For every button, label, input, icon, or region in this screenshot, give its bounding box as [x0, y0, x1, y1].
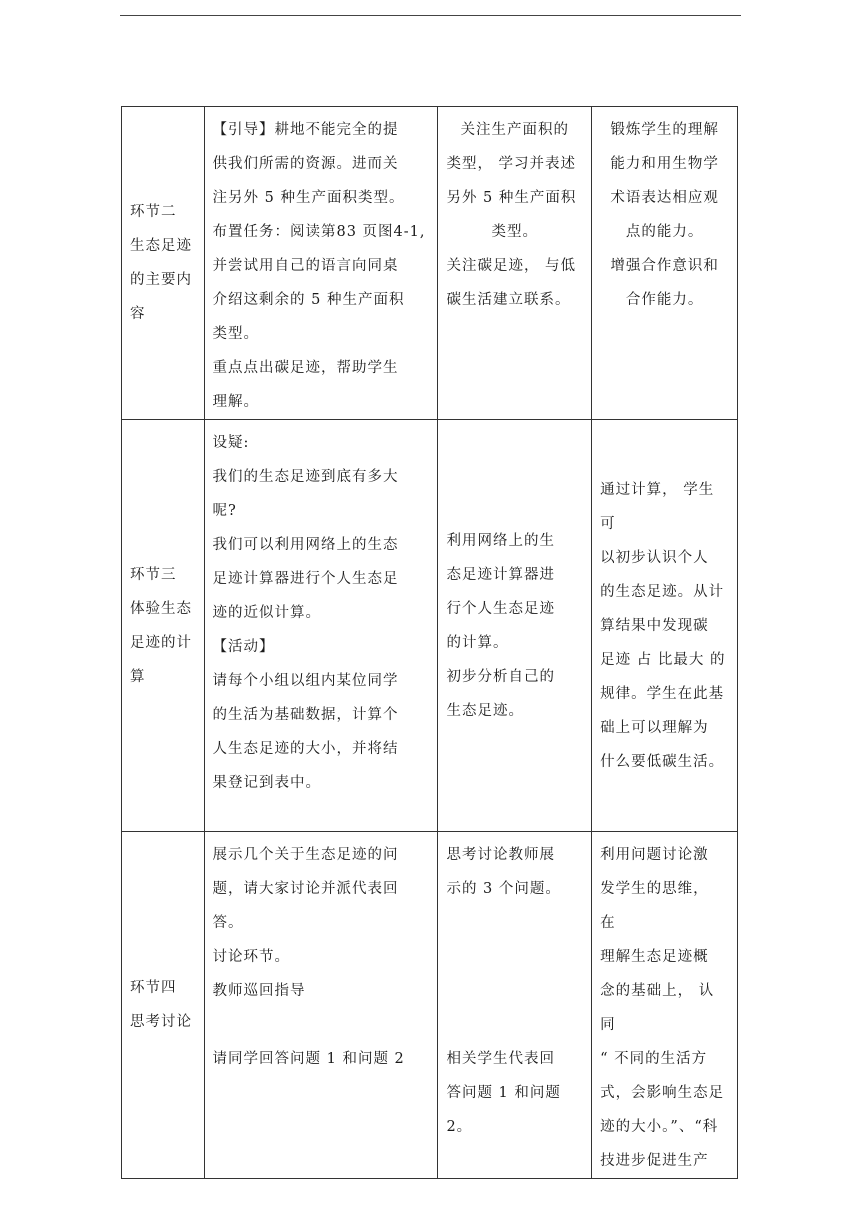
teacher-line: 布置任务：阅读第83 页图4-1, — [212, 224, 426, 240]
table-row — [122, 107, 738, 420]
stage-line: 足迹的计 — [130, 634, 192, 651]
teacher-line: 注另外 5 种生产面积类型。 — [212, 190, 405, 206]
intent-line: 合作能力。 — [625, 292, 704, 308]
design-intent-cell — [592, 832, 738, 1179]
teacher-line: 类型。 — [212, 326, 259, 342]
teacher-activity-cell — [204, 107, 438, 420]
stage-line: 的主要内 — [130, 272, 192, 288]
intent-line: 式，会影响生态足 — [600, 1085, 725, 1101]
student-line: 关注生产面积的 — [460, 122, 570, 138]
student-line — [446, 1008, 583, 1042]
stage-line: 环节二 — [130, 204, 177, 220]
intent-line: 什么要低碳生活。 — [600, 753, 725, 770]
stage-line: 算 — [130, 668, 146, 685]
teacher-line: 介绍这剩余的 5 种生产面积 — [212, 292, 405, 308]
header-rule — [120, 15, 741, 16]
student-line: 态足迹计算器进 — [446, 566, 555, 583]
intent-line: 点的能力。 — [625, 224, 704, 240]
stage-cell — [122, 107, 205, 420]
teacher-line — [213, 1008, 430, 1042]
student-line: 答问题 1 和问题2。 — [446, 1085, 561, 1135]
stage-line: 思考讨论 — [130, 1014, 192, 1030]
student-activity-cell — [438, 420, 592, 832]
teacher-line: 展示几个关于生态足迹的问 — [212, 847, 399, 863]
intent-line: 迹的大小。”、“科 — [600, 1119, 719, 1135]
student-line: 行个人生态足迹 — [446, 600, 555, 617]
stage-line: 环节四 — [130, 980, 177, 996]
intent-line: 增强合作意识和 — [610, 258, 719, 274]
teacher-activity-cell — [204, 420, 438, 832]
design-intent-cell — [592, 107, 738, 420]
teacher-line: 请同学回答问题 1 和问题 2 — [212, 1051, 405, 1067]
intent-line: “ 不同的生活方 — [600, 1051, 708, 1067]
student-line: 生态足迹。 — [446, 702, 524, 719]
student-line: 类型。 — [491, 224, 539, 240]
student-line: 相关学生代表回 — [446, 1051, 555, 1067]
student-line — [446, 974, 583, 1008]
stage-line: 生态足迹 — [130, 238, 192, 254]
teacher-line: 【活动】 — [212, 639, 275, 655]
teacher-line: 答。 — [212, 915, 244, 931]
intent-line: 足迹 占 比最大 的 — [600, 651, 726, 668]
student-line: 示的 3 个问题。 — [446, 881, 561, 897]
stage-line: 环节三 — [130, 566, 177, 583]
teacher-line: 的生活为基础数据，计算个 — [212, 707, 399, 723]
intent-line: 利用问题讨论激 — [600, 847, 709, 863]
intent-line: 通过计算， 学生可 — [600, 481, 715, 532]
teacher-line: 我们可以利用网络上的生态 — [212, 537, 399, 553]
student-line: 思考讨论教师展 — [446, 847, 555, 863]
intent-line: 的生态足迹。从计 — [600, 583, 725, 600]
teacher-line: 呢? — [212, 503, 237, 519]
stage-line: 容 — [130, 306, 146, 322]
teacher-line: 请每个小组以组内某位同学 — [212, 673, 399, 689]
intent-line: 锻炼学生的理解 — [610, 122, 719, 138]
intent-line: 术语表达相应观 — [610, 190, 719, 206]
intent-line: 能力和用生物学 — [610, 156, 719, 172]
student-line: 利用网络上的生 — [446, 532, 555, 549]
teacher-activity-cell — [204, 832, 438, 1179]
student-line — [446, 940, 583, 974]
teacher-line: 教师巡回指导 — [212, 983, 306, 999]
teacher-line: 重点点出碳足迹，帮助学生 — [212, 360, 399, 376]
student-line: 关注碳足迹， 与低 — [446, 258, 577, 274]
student-line: 另外 5 种生产面积 — [446, 190, 577, 206]
student-line: 类型， 学习并表述 — [446, 156, 577, 172]
student-line — [446, 906, 583, 940]
teacher-line: 人生态足迹的大小，并将结 — [212, 741, 399, 757]
student-activity-cell — [438, 107, 592, 420]
intent-line: 念的基础上， 认同 — [600, 983, 715, 1033]
stage-line: 体验生态 — [130, 600, 192, 617]
teacher-line: 并尝试用自己的语言向同桌 — [212, 258, 399, 274]
intent-line: 发学生的思维， 在 — [600, 881, 709, 931]
teacher-line: 我们的生态足迹到底有多大 — [212, 469, 399, 485]
teacher-line: 设疑: — [212, 435, 250, 451]
design-intent-cell — [592, 420, 738, 832]
stage-cell — [122, 832, 205, 1179]
teacher-line: 理解。 — [212, 394, 259, 410]
intent-line: 规律。学生在此基 — [600, 685, 725, 702]
teacher-line: 【引导】耕地不能完全的提 — [212, 122, 399, 138]
teacher-line: 题，请大家讨论并派代表回 — [212, 881, 399, 897]
intent-line: 以初步认识个人 — [600, 549, 709, 566]
student-line: 的计算。 — [446, 634, 509, 651]
intent-line: 技进步促进生产 — [600, 1153, 709, 1169]
intent-line: 算结果中发现碳 — [600, 617, 709, 634]
lesson-plan-table — [121, 106, 738, 1179]
stage-cell — [122, 420, 205, 832]
student-line: 初步分析自己的 — [446, 668, 555, 685]
teacher-line: 讨论环节。 — [212, 949, 290, 965]
student-line: 碳生活建立联系。 — [446, 292, 571, 308]
table-row — [122, 420, 738, 832]
intent-line: 础上可以理解为 — [600, 719, 709, 736]
intent-line: 理解生态足迹概 — [600, 949, 709, 965]
student-activity-cell — [438, 832, 592, 1179]
teacher-line: 迹的近似计算。 — [212, 605, 321, 621]
teacher-line: 果登记到表中。 — [212, 775, 321, 791]
table-row — [122, 832, 738, 1179]
teacher-line: 供我们所需的资源。进而关 — [212, 156, 399, 172]
teacher-line: 足迹计算器进行个人生态足 — [212, 571, 399, 587]
